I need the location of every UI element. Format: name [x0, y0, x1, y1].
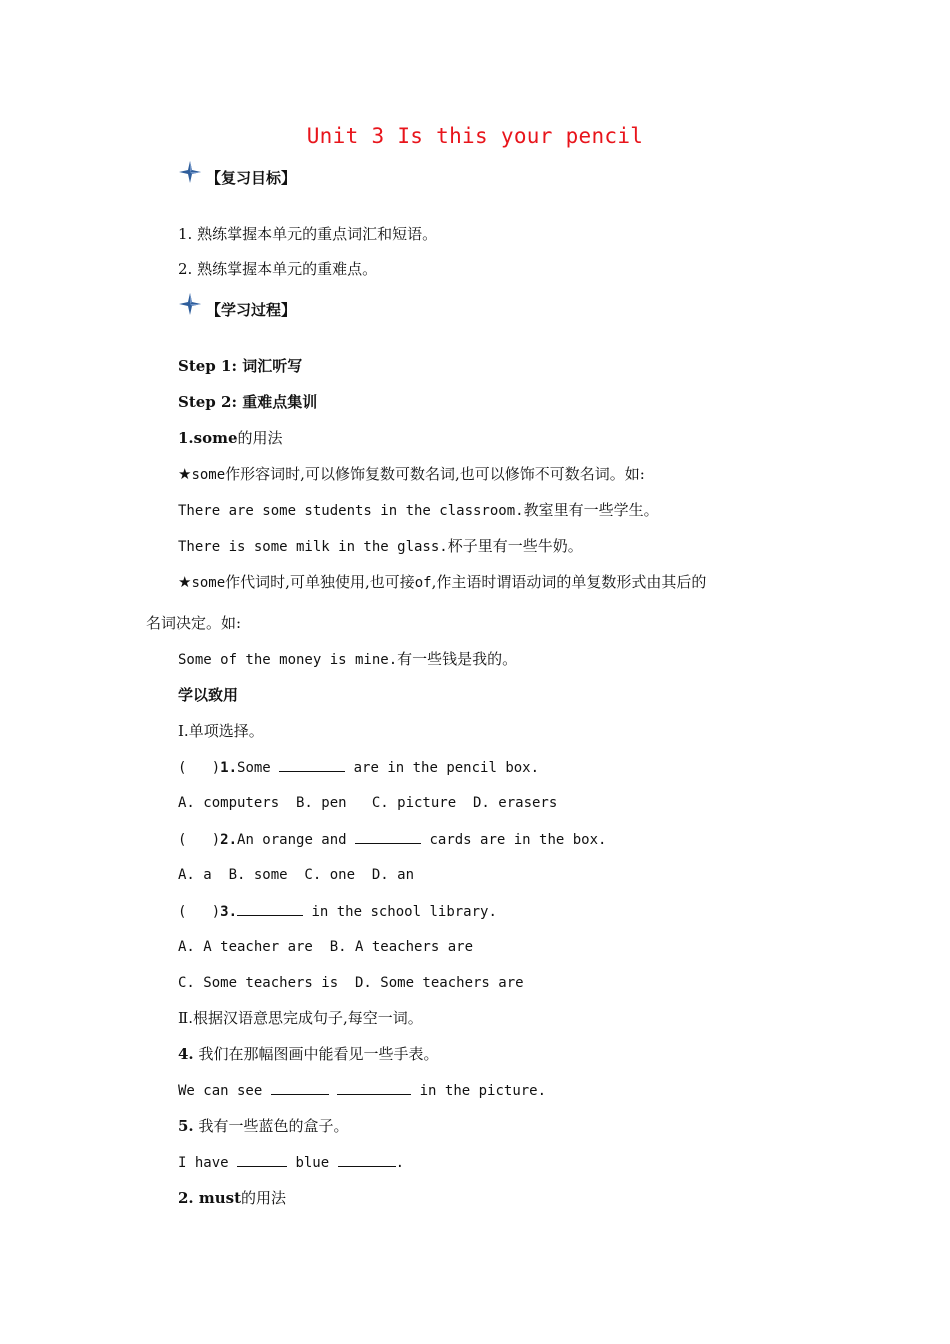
answer-blank	[279, 757, 345, 772]
example-english: There is some milk in the glass.	[178, 539, 448, 555]
rule-of-keyword: of	[414, 575, 432, 591]
question-text: .	[395, 1155, 405, 1171]
answer-paren: ( )	[178, 832, 221, 848]
answer-blank	[338, 1152, 396, 1167]
goal-item: 1. 熟练掌握本单元的重点词汇和短语。	[178, 225, 438, 243]
question-text: I have	[178, 1155, 229, 1171]
example-english: There are some students in the classroom.	[178, 503, 524, 519]
answer-paren: ( )	[178, 904, 221, 920]
part-1-heading: Ⅰ.单项选择。	[178, 722, 264, 740]
answer-blank	[271, 1080, 329, 1095]
example-english: Some of the money is mine.	[178, 652, 398, 668]
some-rule-2-continued: 名词决定。如:	[146, 614, 242, 632]
question-chinese: 我有一些蓝色的盒子。	[198, 1117, 349, 1135]
question-text: cards are in the box.	[429, 832, 607, 848]
question-options: A. A teacher are B. A teachers are	[178, 939, 474, 955]
section-review-goals	[178, 160, 296, 188]
black-star-icon: ★	[178, 573, 192, 591]
question-number: 2.	[220, 832, 238, 848]
heading-keyword: 1.some	[178, 429, 238, 447]
section-learning-process	[178, 292, 296, 320]
question-2	[178, 829, 606, 850]
question-5-sentence	[178, 1152, 404, 1173]
question-chinese: 我们在那幅图画中能看见一些手表。	[198, 1045, 439, 1063]
black-star-icon: ★	[178, 465, 192, 483]
answer-blank	[355, 829, 421, 844]
answer-blank	[237, 1152, 287, 1167]
example-chinese: 有一些钱是我的。	[397, 650, 518, 668]
rule-text: ,作主语时谓语动词的单复数形式由其后的	[431, 573, 707, 591]
question-5-prompt	[178, 1116, 348, 1136]
question-3	[178, 901, 497, 922]
question-text: are in the pencil box.	[353, 760, 540, 776]
question-options: C. Some teachers is D. Some teachers are	[178, 975, 524, 991]
four-point-star-icon	[178, 292, 202, 316]
answer-blank	[237, 901, 303, 916]
example-sentence	[178, 500, 659, 521]
section-heading: 【复习目标】	[206, 169, 297, 187]
heading-text: 的用法	[241, 1189, 287, 1207]
question-number: 4.	[178, 1045, 194, 1063]
part-2-heading: Ⅱ.根据汉语意思完成句子,每空一词。	[178, 1009, 423, 1027]
question-number: 5.	[178, 1117, 194, 1135]
must-usage-heading	[178, 1188, 286, 1208]
document-title: Unit 3 Is this your pencil	[306, 124, 644, 148]
heading-keyword: 2. must	[178, 1189, 242, 1207]
question-text: Some	[237, 760, 271, 776]
question-options: A. a B. some C. one D. an	[178, 867, 415, 883]
practice-heading: 学以致用	[178, 686, 239, 704]
some-usage-heading	[178, 428, 283, 448]
question-text: blue	[295, 1155, 330, 1171]
step-1: Step 1: 词汇听写	[178, 357, 303, 375]
example-chinese: 教室里有一些学生。	[523, 501, 659, 519]
rule-keyword: some	[191, 575, 226, 591]
rule-text: 作形容词时,可以修饰复数可数名词,也可以修饰不可数名词。如:	[225, 465, 645, 483]
example-chinese: 杯子里有一些牛奶。	[447, 537, 583, 555]
goal-item: 2. 熟练掌握本单元的重难点。	[178, 260, 378, 278]
question-number: 1.	[220, 760, 238, 776]
heading-text: 的用法	[237, 429, 283, 447]
question-text: in the picture.	[419, 1083, 547, 1099]
question-text: in the school library.	[311, 904, 497, 920]
question-text: An orange and	[237, 832, 347, 848]
question-4-sentence	[178, 1080, 546, 1101]
question-text: We can see	[178, 1083, 263, 1099]
question-4-prompt	[178, 1044, 438, 1064]
some-rule-1	[178, 464, 645, 485]
answer-blank	[337, 1080, 411, 1095]
rule-keyword: some	[191, 467, 226, 483]
rule-text: 作代词时,可单独使用,也可接	[225, 573, 415, 591]
example-sentence	[178, 649, 517, 670]
question-1	[178, 757, 539, 778]
answer-paren: ( )	[178, 760, 221, 776]
question-number: 3.	[220, 904, 238, 920]
step-2: Step 2: 重难点集训	[178, 393, 318, 411]
section-heading: 【学习过程】	[206, 301, 297, 319]
some-rule-2	[178, 572, 706, 593]
four-point-star-icon	[178, 160, 202, 184]
example-sentence	[178, 536, 583, 557]
question-options: A. computers B. pen C. picture D. erasers	[178, 795, 558, 811]
